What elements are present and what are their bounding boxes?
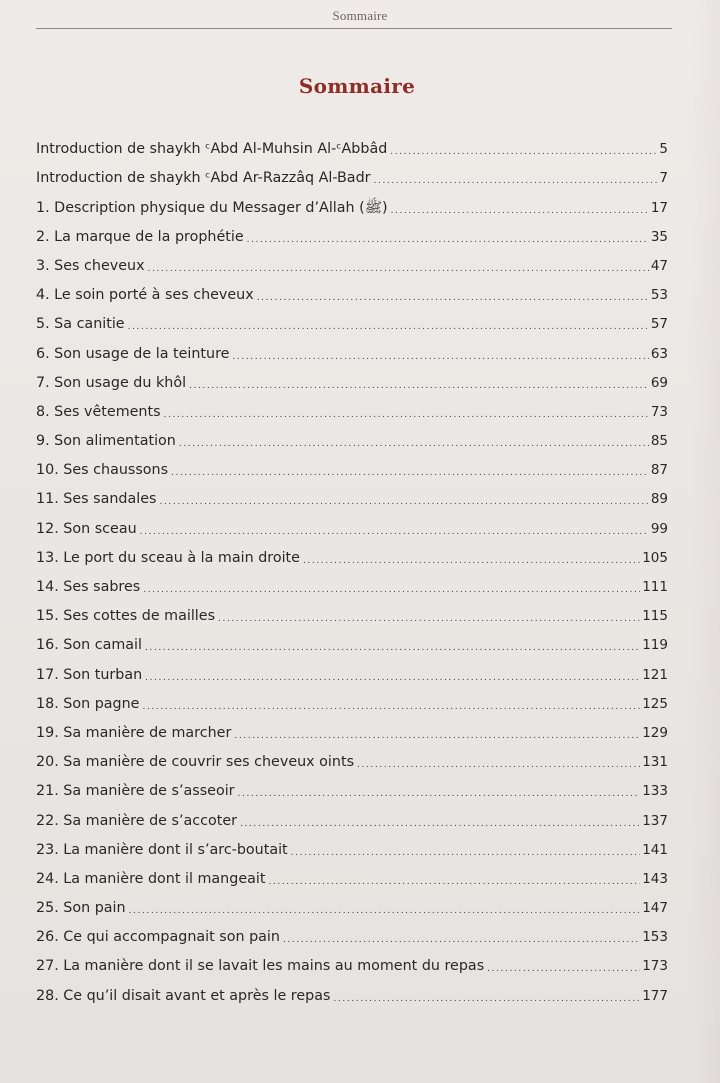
toc-entry bbox=[36, 802, 668, 831]
dot-leader bbox=[247, 226, 649, 248]
dot-leader bbox=[218, 605, 640, 627]
toc-entry-title: 5. Sa canitie bbox=[36, 316, 125, 333]
toc-entry-page-number: 63 bbox=[650, 345, 668, 362]
toc-entry bbox=[36, 248, 668, 277]
dot-leader bbox=[374, 167, 658, 189]
dot-leader bbox=[145, 634, 640, 656]
toc-entry bbox=[36, 686, 668, 715]
toc-entry-title: 16. Son camail bbox=[36, 637, 142, 654]
toc-entry-title: 11. Ses sandales bbox=[36, 491, 157, 508]
toc-entry bbox=[36, 773, 668, 802]
dot-leader bbox=[189, 372, 649, 394]
dot-leader bbox=[390, 138, 657, 160]
toc-entry bbox=[36, 189, 668, 218]
toc-entry-page-number: 111 bbox=[642, 579, 668, 595]
toc-entry-page-number: 137 bbox=[642, 812, 668, 829]
toc-entry-page-number: 177 bbox=[642, 987, 668, 1004]
dot-leader bbox=[171, 459, 649, 481]
toc-entry-page-number: 5 bbox=[659, 141, 668, 158]
toc-entry-page-number: 99 bbox=[650, 520, 668, 537]
page-title: Sommaire bbox=[298, 74, 416, 98]
toc-entry bbox=[36, 832, 668, 861]
toc-entry bbox=[36, 335, 668, 364]
toc-entry-title: 23. La manière dont il s’arc-boutait bbox=[36, 841, 288, 858]
toc-entry-page-number: 57 bbox=[650, 316, 668, 333]
toc-entry-page-number: 133 bbox=[642, 783, 668, 800]
toc-entry-title: 9. Son alimentation bbox=[36, 433, 176, 450]
toc-entry-page-number: 7 bbox=[659, 170, 668, 187]
toc-entry-page-number: 87 bbox=[650, 462, 668, 479]
dot-leader bbox=[283, 926, 640, 948]
toc-entry bbox=[36, 277, 668, 306]
dot-leader bbox=[303, 547, 640, 569]
table-of-contents bbox=[36, 131, 668, 1007]
dot-leader bbox=[487, 955, 640, 977]
toc-entry bbox=[36, 890, 668, 919]
toc-entry-page-number: 143 bbox=[642, 870, 668, 887]
toc-entry-page-number: 173 bbox=[642, 958, 668, 975]
toc-entry bbox=[36, 861, 668, 890]
toc-entry-title: 26. Ce qui accompagnait son pain bbox=[36, 929, 280, 946]
dot-leader bbox=[159, 488, 648, 510]
dot-leader bbox=[232, 343, 648, 365]
toc-entry bbox=[36, 423, 668, 452]
dot-leader bbox=[240, 810, 640, 832]
page-edge-shadow bbox=[690, 0, 720, 1083]
toc-entry-page-number: 121 bbox=[642, 666, 668, 683]
toc-entry-title: 3. Ses cheveux bbox=[36, 257, 145, 274]
toc-entry bbox=[36, 160, 668, 189]
toc-entry bbox=[36, 394, 668, 423]
toc-entry-title: Introduction de shaykh ᶜAbd Ar-Razzâq Al-Badr bbox=[36, 170, 371, 187]
dot-leader bbox=[179, 430, 649, 452]
toc-entry-page-number: 35 bbox=[650, 228, 668, 245]
toc-entry-page-number: 141 bbox=[642, 841, 668, 858]
toc-entry bbox=[36, 656, 668, 685]
toc-entry-title: 12. Son sceau bbox=[36, 520, 137, 537]
toc-entry bbox=[36, 919, 668, 948]
toc-entry-title: 21. Sa manière de s’asseoir bbox=[36, 783, 235, 800]
toc-entry-page-number: 147 bbox=[642, 900, 668, 917]
dot-leader bbox=[143, 576, 640, 598]
toc-entry-page-number: 125 bbox=[642, 695, 668, 712]
toc-entry-title: 1. Description physique du Messager d’Allah (ﷺ) bbox=[36, 199, 388, 216]
toc-entry bbox=[36, 481, 668, 510]
toc-entry bbox=[36, 715, 668, 744]
toc-entry-page-number: 53 bbox=[650, 287, 668, 304]
dot-leader bbox=[142, 693, 640, 715]
toc-entry-page-number: 131 bbox=[642, 754, 668, 771]
toc-entry bbox=[36, 510, 668, 539]
toc-entry bbox=[36, 131, 668, 160]
dot-leader bbox=[140, 518, 649, 540]
dot-leader bbox=[391, 197, 649, 219]
toc-entry-title: 14. Ses sabres bbox=[36, 579, 141, 595]
dot-leader bbox=[129, 897, 641, 919]
toc-entry-title: 25. Son pain bbox=[36, 900, 126, 917]
toc-entry-page-number: 17 bbox=[650, 199, 668, 216]
toc-entry bbox=[36, 598, 668, 627]
dot-leader bbox=[268, 868, 640, 890]
toc-entry-page-number: 89 bbox=[650, 491, 668, 508]
toc-entry bbox=[36, 948, 668, 977]
toc-entry bbox=[36, 627, 668, 656]
dot-leader bbox=[148, 255, 649, 277]
dot-leader bbox=[333, 985, 640, 1007]
toc-entry-title: 7. Son usage du khôl bbox=[36, 374, 187, 391]
toc-entry-page-number: 69 bbox=[650, 374, 668, 391]
toc-entry bbox=[36, 452, 668, 481]
dot-leader bbox=[257, 284, 649, 306]
dot-leader bbox=[128, 313, 649, 335]
toc-entry-page-number: 115 bbox=[642, 608, 668, 625]
dot-leader bbox=[238, 780, 641, 802]
toc-entry-title: 24. La manière dont il mangeait bbox=[36, 870, 266, 887]
toc-entry bbox=[36, 219, 668, 248]
dot-leader bbox=[291, 839, 641, 861]
header-rule bbox=[36, 28, 672, 29]
toc-entry-page-number: 47 bbox=[650, 257, 668, 274]
toc-entry-title: 2. La marque de la prophétie bbox=[36, 228, 244, 245]
toc-entry bbox=[36, 365, 668, 394]
toc-entry-page-number: 119 bbox=[642, 637, 668, 654]
toc-entry-title: 10. Ses chaussons bbox=[36, 462, 169, 479]
toc-entry bbox=[36, 569, 668, 598]
toc-entry bbox=[36, 744, 668, 773]
toc-entry-page-number: 105 bbox=[642, 549, 668, 566]
dot-leader bbox=[234, 722, 640, 744]
toc-entry-title: Introduction de shaykh ᶜAbd Al-Muhsin Al-ᶜAbbâd bbox=[36, 141, 388, 158]
toc-entry-title: 8. Ses vêtements bbox=[36, 403, 161, 420]
toc-entry-title: 19. Sa manière de marcher bbox=[36, 724, 232, 741]
toc-entry bbox=[36, 306, 668, 335]
dot-leader bbox=[357, 751, 640, 773]
toc-entry-title: 15. Ses cottes de mailles bbox=[36, 608, 216, 625]
toc-entry-title: 6. Son usage de la teinture bbox=[36, 345, 230, 362]
toc-entry-title: 4. Le soin porté à ses cheveux bbox=[36, 287, 254, 304]
toc-entry-page-number: 153 bbox=[642, 929, 668, 946]
dot-leader bbox=[145, 664, 640, 686]
toc-entry-title: 18. Son pagne bbox=[36, 695, 140, 712]
toc-entry-title: 22. Sa manière de s’accoter bbox=[36, 812, 238, 829]
toc-entry-title: 28. Ce qu’il disait avant et après le repas bbox=[36, 987, 331, 1004]
toc-entry bbox=[36, 977, 668, 1006]
toc-entry-title: 27. La manière dont il se lavait les mains au moment du repas bbox=[36, 958, 485, 975]
toc-entry-title: 17. Son turban bbox=[36, 666, 143, 683]
dot-leader bbox=[164, 401, 649, 423]
toc-entry-page-number: 129 bbox=[642, 724, 668, 741]
toc-entry-title: 20. Sa manière de couvrir ses cheveux oints bbox=[36, 754, 355, 771]
toc-entry-page-number: 73 bbox=[650, 403, 668, 420]
toc-entry bbox=[36, 540, 668, 569]
toc-entry-title: 13. Le port du sceau à la main droite bbox=[36, 549, 300, 566]
running-head: Sommaire bbox=[332, 8, 388, 23]
toc-entry-page-number: 85 bbox=[650, 433, 668, 450]
